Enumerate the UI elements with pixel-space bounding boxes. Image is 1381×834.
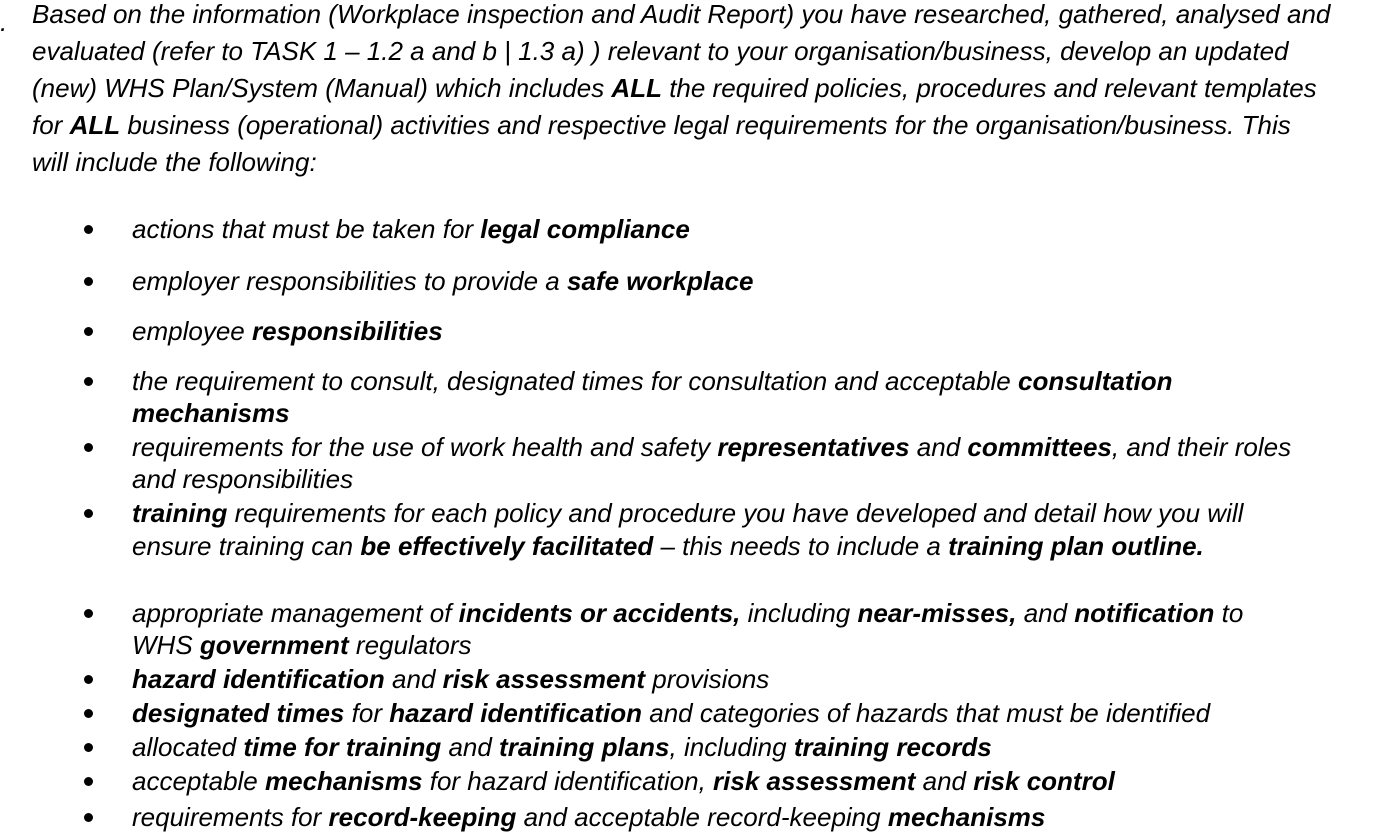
bullet-run-bold: notification <box>1074 598 1215 628</box>
intro-run-bold: ALL <box>611 73 662 103</box>
bullet-run: for hazard identification, <box>422 766 714 796</box>
bullet-run: actions that must be taken for <box>132 214 481 244</box>
bullet-run-bold: time for training <box>243 732 442 762</box>
bullet-run: and <box>441 732 500 762</box>
bullet-run: requirements for the use of work health and safety <box>132 432 718 462</box>
bullet-run-bold: risk control <box>973 766 1115 796</box>
bullet-dot-icon <box>84 709 93 718</box>
bullet-text <box>132 663 1302 695</box>
list-number-fragment: . <box>0 7 8 37</box>
bullet-run: and <box>384 664 443 694</box>
bullet-text <box>132 315 1302 347</box>
task-instruction-paragraph <box>32 0 1332 181</box>
bullet-dot-icon <box>84 225 93 234</box>
bullet-run-bold: hazard identification <box>132 664 385 694</box>
bullet-run-bold: safe workplace <box>567 266 754 296</box>
bullet-run: and <box>909 432 968 462</box>
bullet-run-bold: committees <box>967 432 1112 462</box>
bullet-text <box>132 765 1302 797</box>
bullet-dot-icon <box>84 675 93 684</box>
bullet-dot-icon <box>84 743 93 752</box>
bullet-text <box>132 431 1302 495</box>
bullet-run: and <box>915 766 974 796</box>
bullet-dot-icon <box>84 813 93 822</box>
bullet-run: requirements for each policy and procedure you have developed and detail how you will ensure training can <box>132 498 1244 561</box>
bullet-text <box>132 697 1302 729</box>
bullet-dot-icon <box>84 509 93 518</box>
bullet-dot-icon <box>84 277 93 286</box>
bullet-run-bold: record-keeping <box>328 802 517 832</box>
bullet-dot-icon <box>84 609 93 618</box>
bullet-run-bold: training <box>132 498 228 528</box>
bullet-run-bold: training records <box>793 732 992 762</box>
bullet-run: , including <box>669 732 794 762</box>
bullet-run: and <box>1016 598 1075 628</box>
bullet-run: regulators <box>348 630 472 660</box>
bullet-run-bold: hazard identification <box>389 698 643 728</box>
bullet-run-bold: incidents or accidents, <box>458 598 741 628</box>
bullet-text <box>132 731 1302 763</box>
bullet-run-bold: responsibilities <box>251 316 443 346</box>
bullet-run: provisions <box>645 664 770 694</box>
bullet-run-bold: legal compliance <box>480 214 690 244</box>
intro-run: the required policies, procedures and relevant templates for <box>32 73 1317 140</box>
bullet-run-bold: mechanisms <box>887 802 1046 832</box>
bullet-text <box>132 365 1302 429</box>
bullet-text <box>132 213 1302 245</box>
bullet-dot-icon <box>84 327 93 336</box>
bullet-dot-icon <box>84 777 93 786</box>
bullet-text <box>132 265 1302 297</box>
bullet-run-bold: consultation mechanisms <box>132 366 1173 428</box>
intro-run: Based on the information (Workplace inspection and Audit Report) you have researched, gathered, analysed and evaluated (refer to TASK 1 – 1.2 a and b | 1.3 a) ) relevant to your organisation/business, develop an updated (new) WHS Plan/System (Manual) which includes <box>32 0 1331 103</box>
bullet-run: allocated <box>132 732 244 762</box>
bullet-text <box>132 597 1302 661</box>
bullet-run-bold: representatives <box>717 432 910 462</box>
bullet-run: requirements for <box>132 802 329 832</box>
intro-run: business (operational) activities and respective legal requirements for the organisation/business. This will include the following: <box>32 110 1291 177</box>
bullet-run: employee <box>132 316 252 346</box>
bullet-run: to WHS <box>132 598 1244 660</box>
bullet-run: appropriate management of <box>132 598 459 628</box>
bullet-run: and categories of hazards that must be identified <box>642 698 1211 728</box>
bullet-text <box>132 497 1302 563</box>
bullet-run-bold: risk assessment <box>713 766 916 796</box>
bullet-run-bold: training plans <box>499 732 670 762</box>
bullet-dot-icon <box>84 443 93 452</box>
bullet-run: acceptable <box>132 766 265 796</box>
bullet-run: and acceptable record-keeping <box>516 802 888 832</box>
bullet-run-bold: designated times <box>132 698 345 728</box>
bullet-text <box>132 801 1302 833</box>
bullet-run-bold: government <box>199 630 349 660</box>
bullet-run: including <box>740 598 858 628</box>
intro-run-bold: ALL <box>69 110 121 140</box>
bullet-run: employer responsibilities to provide a <box>132 266 567 296</box>
bullet-run: – this needs to include a <box>653 531 949 561</box>
bullet-run-bold: training plan outline. <box>948 531 1204 561</box>
bullet-run: the requirement to consult, designated times for consultation and acceptable <box>132 366 1018 396</box>
bullet-run-bold: mechanisms <box>264 766 423 796</box>
bullet-run: , and their roles and responsibilities <box>132 432 1292 494</box>
bullet-run-bold: be effectively facilitated <box>360 531 654 561</box>
bullet-run: for <box>344 698 390 728</box>
bullet-run-bold: near-misses, <box>857 598 1017 628</box>
bullet-run-bold: risk assessment <box>442 664 646 694</box>
bullet-dot-icon <box>84 377 93 386</box>
